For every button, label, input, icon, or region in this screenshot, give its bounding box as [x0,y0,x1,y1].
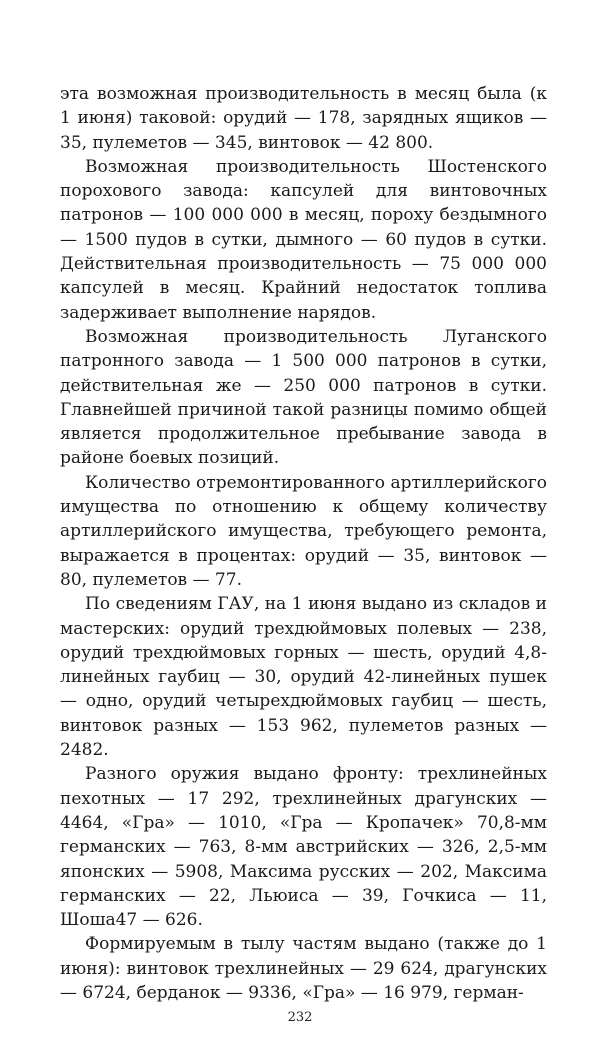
document-page [60,82,547,1005]
paragraph-6: Разного оружия выдано фронту: трехлинейных пехотных — 17 292, трехлинейных драгунских — 4464, «Гра» — 1010, «Гра — Кропачек» 70,8-мм германских — 763, 8-мм австрийских — 326, 2,5-мм японских — 5908, Максима русских — 202, Максима германских — 22, Льюиса — 39, Гочкиса — 11, Шоша47 — 626. [60,764,547,931]
paragraph-1: эта возможная производительность в месяц была (к 1 июня) таковой: орудий — 178, зарядных ящиков — 35, пулеметов — 345, винтовок — 42 800. [60,84,547,153]
paragraph-2: Возможная производительность Шостенского порохового завода: капсулей для винтовочных патронов — 100 000 000 в месяц, пороху бездымного — 1500 пудов в сутки, дымного — 60 пудов в сутки. Действительная производительность — 75 000 000 капсулей в месяц. Крайний недостаток топлива задерживает выполнение нарядов. [60,156,547,323]
paragraph-5: По сведениям ГАУ, на 1 июня выдано из складов и мастерских: орудий трехдюймовых полевых — 238, орудий трехдюймовых горных — шесть, орудий 4,8-линейных гаубиц — 30, орудий 42-линейных пушек — одно, орудий четырехдюймовых гаубиц — шесть, винтовок разных — 153 962, пулеметов разных — 2482. [60,594,547,761]
paragraph-7: Формируемым в тылу частям выдано (также до 1 июня): винтовок трехлинейных — 29 624, драгунских — 6724, берданок — 9336, «Гра» — 16 979, герман- [60,934,547,1003]
paragraph-3: Возможная производительность Луганского патронного завода — 1 500 000 патронов в сутки, действительная же — 250 000 патронов в сутки. Главнейшей причиной такой разницы помимо общей является продолжительное пребывание завода в районе боевых позиций. [60,326,547,469]
paragraph-4: Количество отремонтированного артиллерийского имущества по отношению к общему количеству артиллерийского имущества, требующего ремонта, выражается в процентах: орудий — 35, винтовок — 80, пулеметов — 77. [60,472,547,590]
page-number: 232 [287,1010,313,1025]
